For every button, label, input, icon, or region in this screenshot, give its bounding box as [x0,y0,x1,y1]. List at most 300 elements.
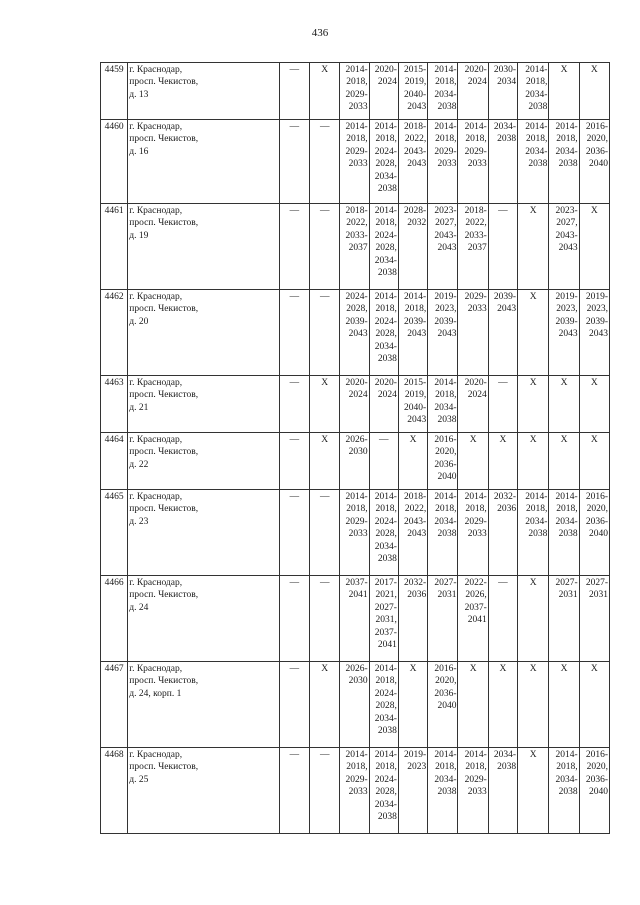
period-cell [340,490,369,576]
period-line: 2023, [435,304,457,315]
period-line: 2041 [467,615,487,626]
period-line: — [498,378,508,388]
address-cell [128,662,279,748]
period-line: 2028, [375,329,397,340]
period-cell [518,120,549,204]
period-line: 2020- [374,378,397,388]
period-cell [398,120,427,204]
period-cell [340,433,369,490]
period-cell [310,204,340,290]
period-line: 2029- [464,774,487,785]
period-line: 2033 [467,787,487,798]
period-cell [549,490,579,576]
period-line: 2022, [404,134,427,145]
period-line: 2018- [464,206,487,216]
period-cell [310,433,340,490]
address-line: г. Краснодар, [129,578,183,588]
address-line: д. 23 [129,516,149,527]
period-line: 2024- [374,688,397,699]
period-line: 2043 [437,243,457,254]
period-line: 2017- [374,578,397,588]
table-row [101,63,610,120]
period-line: 2020, [586,504,608,515]
period-line: 2038 [377,354,397,365]
period-line: 2031 [437,590,457,601]
period-line: 2018, [556,762,578,773]
period-line: 2018, [375,676,397,687]
period-cell [369,490,398,576]
period-line: 2024- [345,292,368,302]
period-cell [549,376,579,433]
period-cell [488,63,517,120]
period-line: 2016- [585,750,608,760]
period-line: 2018, [346,77,368,88]
period-line: 2034- [493,750,517,760]
period-cell [428,433,458,490]
period-line: 2014- [374,750,397,760]
period-line: 2022, [465,218,487,229]
period-line: 2043 [497,304,517,315]
period-line: 2018, [465,762,487,773]
period-line: 2038 [558,787,578,798]
period-cell [579,576,609,662]
period-cell [340,204,369,290]
period-cell [279,120,309,204]
period-cell [279,433,309,490]
period-line: 2040- [404,89,427,100]
period-line: 2033 [348,159,368,170]
period-cell [579,433,609,490]
period-line: 2018- [404,122,427,132]
period-cell [579,120,609,204]
period-line: 2034- [434,774,457,785]
period-cell [488,662,517,748]
period-line: 2038 [377,554,397,565]
address-line: просп. Чекистов, [129,504,199,515]
period-line: X [469,435,477,445]
address-line: д. 20 [129,316,149,327]
period-line: X [590,206,598,216]
period-line: 2019- [434,292,457,302]
period-line: 2034- [555,516,578,527]
period-cell [549,433,579,490]
period-line: 2040- [404,402,427,413]
period-line: 2020- [464,378,487,388]
period-line: 2018, [346,504,368,515]
period-line: 2023- [555,206,578,216]
period-line: 2043- [555,230,578,241]
period-line: 2039- [345,316,368,327]
period-line: 2043 [558,243,578,254]
period-line: 2019- [585,292,608,302]
period-cell [488,433,517,490]
period-cell [428,576,458,662]
period-line: 2034- [555,774,578,785]
period-line: 2024 [348,390,368,401]
period-line: 2027- [555,578,578,588]
address-line: просп. Чекистов, [129,304,199,315]
address-line: д. 13 [129,89,149,100]
period-line: 2014- [555,492,578,502]
period-line: 2016- [585,492,608,502]
period-line: 2034- [434,516,457,527]
period-line: X [529,378,537,388]
period-line: 2028, [375,243,397,254]
period-line: 2031 [589,590,608,601]
period-cell [488,748,517,834]
period-line: 2040 [589,159,608,170]
period-cell [340,63,369,120]
period-cell [310,490,340,576]
period-line: 2034- [434,402,457,413]
period-cell [369,433,398,490]
row-number: 4463 [101,376,128,433]
period-cell [340,376,369,433]
period-line: 2038 [558,529,578,540]
period-line: X [529,292,537,302]
period-line: 2018, [525,77,548,88]
period-line: 2029- [464,292,487,302]
address-line: д. 25 [129,774,149,785]
period-line: 2024- [374,516,397,527]
period-line: 2040 [437,701,457,712]
period-line: — [289,206,300,216]
period-line: 2020, [435,447,457,458]
period-line: 2016- [434,664,457,674]
period-line: 2016- [585,122,608,132]
period-line: X [590,378,598,388]
period-cell [579,376,609,433]
period-cell [398,376,427,433]
period-line: 2029- [345,774,368,785]
period-cell [488,490,517,576]
period-line: 2018, [375,218,397,229]
period-line: 2034- [374,341,397,352]
period-line: 2043- [434,230,457,241]
period-line: X [409,664,417,674]
period-line: 2038 [497,134,517,145]
period-line: X [529,435,537,445]
period-cell [488,290,517,376]
period-cell [518,576,549,662]
address-line: г. Краснодар, [129,492,183,502]
period-cell [340,662,369,748]
period-cell [488,576,517,662]
period-line: 2033 [348,102,368,113]
period-line: 2022- [464,578,487,588]
period-line: 2018, [465,504,487,515]
period-line: 2020- [464,65,487,75]
period-line: 2014- [374,492,397,502]
period-line: 2020, [435,676,457,687]
period-cell [398,63,427,120]
period-line: 2018, [435,390,457,401]
address-line: г. Краснодар, [129,65,183,75]
row-number: 4462 [101,290,128,376]
period-line: 2038 [437,102,457,113]
period-line: 2029- [345,516,368,527]
period-line: 2014- [555,122,578,132]
period-cell [458,662,488,748]
period-line: — [289,292,300,302]
period-cell [518,662,549,748]
period-line: 2014- [374,664,397,674]
period-line: X [321,65,329,75]
period-cell [279,662,309,748]
period-cell [428,120,458,204]
period-cell [398,576,427,662]
period-line: 2037 [348,243,368,254]
period-line: 2014- [345,492,368,502]
period-line: 2043 [589,329,608,340]
period-line: 2036- [585,146,608,157]
period-line: 2043 [407,159,427,170]
period-line: 2027- [374,602,397,613]
period-line: 2019- [555,292,578,302]
period-line: 2018, [465,134,487,145]
period-line: 2029- [464,146,487,157]
period-line: 2030- [493,65,517,75]
period-line: 2027, [435,218,457,229]
period-line: 2023, [586,304,608,315]
period-line: 2021, [375,590,397,601]
period-cell [279,576,309,662]
address-line: просп. Чекистов, [129,590,199,601]
period-line: — [289,435,300,445]
period-line: 2037- [464,602,487,613]
period-cell [310,290,340,376]
address-line: просп. Чекистов, [129,447,199,458]
period-cell [369,290,398,376]
page-number: 436 [311,27,329,39]
period-line: 2038 [528,159,548,170]
period-line: 2036- [434,688,457,699]
period-line: — [319,578,330,588]
period-cell [579,748,609,834]
period-line: 2030 [348,676,368,687]
period-cell [428,376,458,433]
period-line: 2036 [407,590,427,601]
address-line: д. 19 [129,230,149,241]
table-row [101,748,610,834]
period-line: — [319,292,330,302]
period-line: 2043 [407,415,427,426]
period-line: 2014- [464,122,487,132]
period-line: X [529,206,537,216]
period-line: 2043 [407,329,427,340]
period-line: 2034- [525,146,548,157]
period-line: 2039- [493,292,517,302]
period-cell [518,204,549,290]
period-line: 2033 [467,304,487,315]
period-line: — [289,664,300,674]
period-cell [310,63,340,120]
period-line: 2026- [345,664,368,674]
period-cell [488,376,517,433]
period-line: — [319,206,330,216]
period-cell [518,490,549,576]
row-number: 4464 [101,433,128,490]
address-line: д. 21 [129,402,149,413]
period-line: 2018, [346,762,368,773]
period-line: — [319,122,330,132]
period-line: 2024- [374,146,397,157]
period-line: X [529,578,537,588]
period-line: 2034- [374,541,397,552]
period-line: 2014- [434,750,457,760]
period-cell [369,63,398,120]
period-line: 2038 [528,102,548,113]
period-cell [279,376,309,433]
address-line: г. Краснодар, [129,435,183,445]
address-line: д. 16 [129,146,149,157]
period-line: 2029- [345,89,368,100]
period-cell [279,63,309,120]
period-cell [549,576,579,662]
period-cell [518,748,549,834]
period-line: 2019, [404,77,427,88]
period-cell [458,748,488,834]
period-line: 2026, [465,590,487,601]
period-cell [518,63,549,120]
table-row [101,576,610,662]
period-line: 2014- [464,492,487,502]
period-line: 2014- [555,750,578,760]
period-line: 2014- [345,750,368,760]
period-cell [398,748,427,834]
row-number: 4466 [101,576,128,662]
period-line: 2018- [404,492,427,502]
period-line: 2038 [437,787,457,798]
row-number: 4460 [101,120,128,204]
period-line: 2018, [375,304,397,315]
period-line: 2014- [345,65,368,75]
period-line: 2024 [377,77,397,88]
address-cell [128,290,279,376]
period-line: 2038 [377,726,397,737]
period-line: 2033- [345,230,368,241]
period-cell [279,290,309,376]
address-line: г. Краснодар, [129,378,183,388]
address-line: просп. Чекистов, [129,676,199,687]
period-line: 2043 [348,329,368,340]
period-cell [428,662,458,748]
period-line: 2019, [404,390,427,401]
row-number: 4468 [101,748,128,834]
period-line: X [529,750,537,760]
address-cell [128,748,279,834]
period-line: 2014- [434,65,457,75]
period-line: X [590,65,598,75]
address-cell [128,376,279,433]
period-line: 2038 [497,762,517,773]
period-line: 2034- [374,713,397,724]
period-line: 2018, [375,762,397,773]
period-cell [279,490,309,576]
period-line: 2014- [434,492,457,502]
period-line: 2033 [348,787,368,798]
period-line: 2022, [346,218,368,229]
period-cell [369,748,398,834]
period-line: 2040 [589,787,608,798]
period-line: 2014- [374,292,397,302]
period-line: 2038 [437,529,457,540]
period-cell [428,490,458,576]
period-line: X [590,664,598,674]
period-cell [310,662,340,748]
period-cell [369,204,398,290]
period-line: — [289,578,300,588]
period-line: 2027- [434,578,457,588]
period-cell [398,204,427,290]
period-cell [369,120,398,204]
period-line: 2039- [434,316,457,327]
period-cell [579,290,609,376]
period-line: 2018, [435,77,457,88]
period-line: 2014- [345,122,368,132]
period-line: 2038 [528,529,548,540]
period-line: 2018, [556,504,578,515]
period-line: 2024- [374,774,397,785]
period-line: 2034 [497,77,517,88]
address-line: просп. Чекистов, [129,134,199,145]
period-cell [458,63,488,120]
period-line: 2043 [407,529,427,540]
period-line: — [319,750,330,760]
period-line: X [560,378,568,388]
period-line: 2033 [467,529,487,540]
period-line: 2037- [345,578,368,588]
period-cell [428,748,458,834]
period-cell [518,433,549,490]
period-cell [340,748,369,834]
period-line: X [499,435,507,445]
period-line: 2030 [348,447,368,458]
period-cell [398,290,427,376]
period-cell [340,290,369,376]
period-line: 2018, [435,134,457,145]
period-line: X [560,65,568,75]
period-line: 2014- [525,122,548,132]
period-line: — [289,750,300,760]
period-line: 2038 [377,184,397,195]
period-line: 2014- [525,65,548,75]
period-line: 2027, [556,218,578,229]
period-cell [428,290,458,376]
period-cell [398,490,427,576]
period-line: 2019- [404,750,427,760]
period-line: 2043 [437,329,457,340]
period-line: 2034- [374,171,397,182]
period-line: 2040 [589,529,608,540]
period-line: 2043 [407,102,427,113]
period-cell [549,204,579,290]
period-cell [518,376,549,433]
period-line: X [590,435,598,445]
period-cell [579,662,609,748]
period-line: X [321,378,329,388]
period-line: 2031, [375,615,397,626]
table-row [101,433,610,490]
period-line: 2028, [346,304,368,315]
period-cell [549,63,579,120]
period-cell [518,290,549,376]
period-line: 2022, [404,504,427,515]
period-line: 2031 [558,590,578,601]
period-line: 2033- [464,230,487,241]
registry-table [100,62,610,834]
period-line: 2036- [434,459,457,470]
